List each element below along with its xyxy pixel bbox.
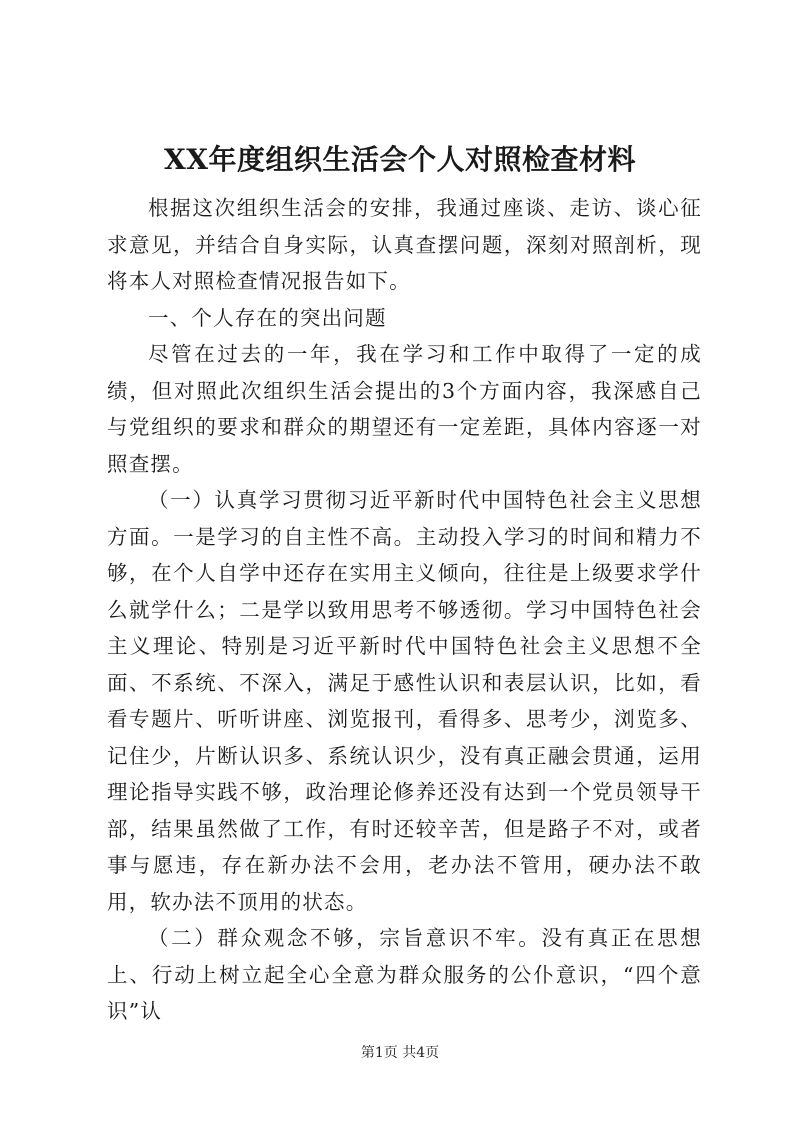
item-one-paragraph: （一）认真学习贯彻习近平新时代中国特色社会主义思想方面。一是学习的自主性不高。主动投入学习的时间和精力不够，在个人自学中还存在实用主义倾向，往往是上级要求学什么就学什么；二是学以致用思考不够透彻。学习中国特色社会主义理论、特别是习近平新时代中国特色社会主义思想不全面、不系统、不深入，满足于感性认识和表层认识，比如，看看专题片、听听讲座、浏览报刊，看得多、思考少，浏览多、记住少，片断认识多、系统认识少，没有真正融会贯通，运用理论指导实践不够，政治理论修养还没有达到一个党员领导干部，结果虽然做了工作，有时还较辛苦，但是路子不对，或者事与愿违，存在新办法不会用，老办法不管用，硬办法不敢用，软办法不顶用的状态。 — [107, 488, 702, 914]
section-heading: 一、个人存在的突出问题 — [148, 305, 387, 330]
document-title: XX年度组织生活会个人对照检查材料 — [164, 143, 636, 176]
page-number-footer: 第1页 共4页 — [360, 1045, 440, 1061]
summary-paragraph: 尽管在过去的一年，我在学习和工作中取得了一定的成绩，但对照此次组织生活会提出的3个方面内容，我深感自己与党组织的要求和群众的期望还有一定差距，具体内容逐一对照查摆。 — [107, 342, 702, 476]
document-body — [107, 190, 702, 1030]
item-two-paragraph: （二）群众观念不够，宗旨意识不牢。没有真正在思想上、行动上树立起全心全意为群众服务的公仆意识，“四个意识”认 — [107, 926, 702, 1023]
intro-paragraph: 根据这次组织生活会的安排，我通过座谈、走访、谈心征求意见，并结合自身实际，认真查摆问题，深刻对照剖析，现将本人对照检查情况报告如下。 — [107, 196, 702, 293]
